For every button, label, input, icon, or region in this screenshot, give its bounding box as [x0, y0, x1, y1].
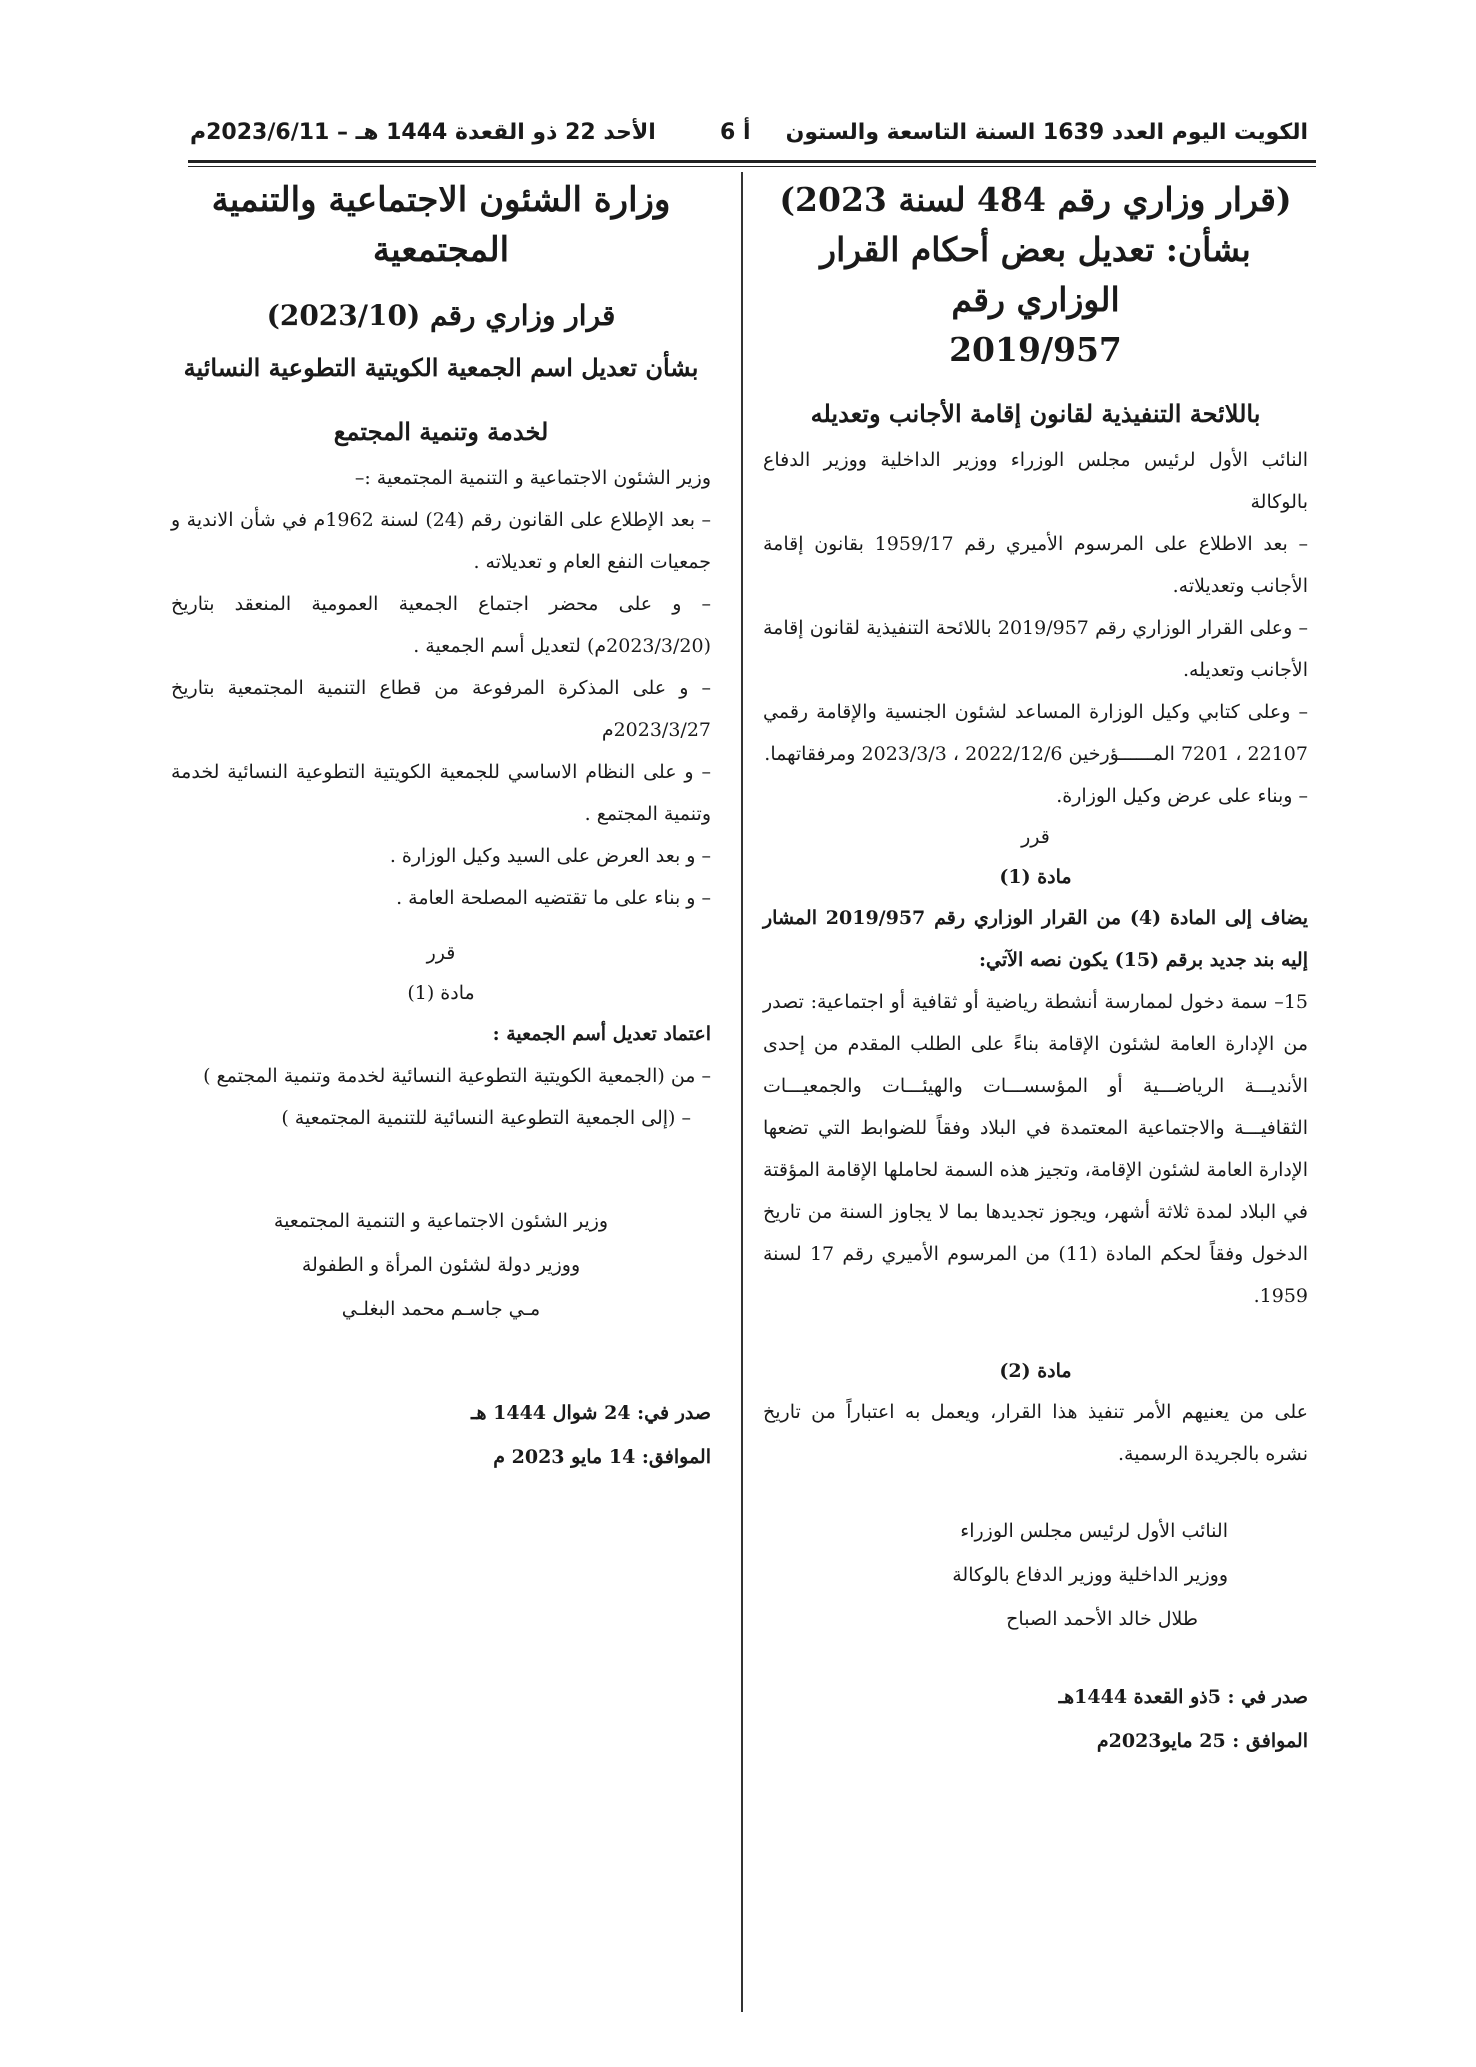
decree-subject-line2: لخدمة وتنمية المجتمع — [333, 417, 549, 446]
preamble-item: – وعلى كتابي وكيل الوزارة المساعد لشئون الجنسية والإقامة رقمي 22107 ، 7201 المــــــؤرخين 2022/12/6 ، 2023/3/3 ومرفقاتهما. — [763, 701, 1308, 765]
header-date: الأحد 22 ذو القعدة 1444 هـ – 2023/6/11م — [190, 120, 656, 145]
name-change-to: – (إلى الجمعية التطوعية النسائية للتنمية المجتمعية ) — [281, 1107, 691, 1129]
article-1-label: مادة (1) — [999, 866, 1072, 888]
item-15-text: 15– سمة دخول لممارسة أنشطة رياضية أو ثقافية أو اجتماعية: تصدر من الإدارة العامة لشئون الإقامة بناءً على الطلب المقدم من إحدى الأنديـــة الرياضـــية أو المؤسســـات والهيئـــات والجمعيـــات الثقافيـــة والاجتماعية المعتمدة في البلاد وفقاً للضوابط التي تضعها الإدارة العامة لشئون الإقامة، وتجيز هذه السمة لحاملها الإقامة المؤقتة في البلاد لمدة ثلاثة أشهر، ويجوز تجديدها بما لا يجاوز السنة من تاريخ الدخول وفقاً لحكم المادة (11) من المرسوم الأميري رقم 17 لسنة 1959. — [763, 991, 1308, 1307]
left-column-decree-10 — [171, 175, 711, 1479]
decree-subtitle: باللائحة التنفيذية لقانون إقامة الأجانب وتعديله — [810, 399, 1261, 428]
article-1-label: مادة (1) — [407, 982, 475, 1004]
issued-date: صدر في: 24 شوال 1444 هـ — [470, 1402, 711, 1424]
issued-date: صدر في : 5ذو القعدة 1444هـ — [1058, 1686, 1308, 1708]
preamble-item: – و على محضر اجتماع الجمعية العمومية المنعقد بتاريخ (2023/3/20م) لتعديل أسم الجمعية . — [171, 593, 711, 657]
signature-title: النائب الأول لرئيس مجلس الوزراء — [960, 1520, 1228, 1542]
ministry-title: وزارة الشئون الاجتماعية والتنمية المجتمعية — [211, 180, 671, 270]
article-1-text: يضاف إلى المادة (4) من القرار الوزاري رقم 2019/957 المشار إليه بند جديد برقم (15) يكون نصه الآتي: — [763, 907, 1308, 971]
decree-subject-line1: بشأن تعديل اسم الجمعية الكويتية التطوعية النسائية — [183, 353, 699, 382]
decided-heading: قرر — [426, 942, 456, 964]
preamble-item: – و بعد العرض على السيد وكيل الوزارة . — [389, 845, 711, 867]
preamble-item: – و بناء على ما تقتضيه المصلحة العامة . — [396, 887, 711, 909]
preamble-item: – و على النظام الاساسي للجمعية الكويتية التطوعية النسائية لخدمة وتنمية المجتمع . — [171, 761, 711, 825]
signature-title: ووزير دولة لشئون المرأة و الطفولة — [301, 1254, 581, 1276]
corresponding-date: الموافق: 14 مايو 2023 م — [493, 1446, 711, 1468]
header-rule — [188, 160, 1316, 163]
preamble-item: النائب الأول لرئيس مجلس الوزراء ووزير الداخلية ووزير الدفاع بالوكالة — [763, 449, 1308, 513]
article-2-label: مادة (2) — [999, 1360, 1072, 1382]
article-1-intro: اعتماد تعديل أسم الجمعية : — [492, 1023, 711, 1045]
header-rule-thin — [188, 166, 1316, 167]
decree-number: قرار وزاري رقم (2023/10) — [266, 299, 616, 332]
corresponding-date: الموافق : 25 مايو2023م — [1096, 1730, 1308, 1752]
preamble-item: وزير الشئون الاجتماعية و التنمية المجتمعية :– — [354, 467, 711, 489]
header-page-number: أ 6 — [720, 120, 751, 145]
header-issue-info: الكويت اليوم العدد 1639 السنة التاسعة والستون — [785, 120, 1308, 145]
preamble-item: – وعلى القرار الوزاري رقم 2019/957 باللائحة التنفيذية لقانون إقامة الأجانب وتعديله. — [763, 617, 1308, 681]
preamble-item: – بعد الإطلاع على القانون رقم (24) لسنة 1962م في شأن الاندية و جمعيات النفع العام و تعديلاته . — [171, 509, 711, 573]
preamble-item: – بعد الاطلاع على المرسوم الأميري رقم 1959/17 بقانون إقامة الأجانب وتعديلاته. — [763, 533, 1308, 597]
preamble-item: – و على المذكرة المرفوعة من قطاع التنمية المجتمعية بتاريخ 2023/3/27م — [171, 677, 711, 741]
right-column-decree-484 — [763, 175, 1308, 1763]
decree-title: (قرار وزاري رقم 484 لسنة 2023) — [779, 180, 1292, 219]
preamble-item: – وبناء على عرض وكيل الوزارة. — [1056, 785, 1308, 807]
signatory-name: مـي جاسـم محمد البغلـي — [341, 1298, 541, 1320]
signatory-name: طلال خالد الأحمد الصباح — [1006, 1608, 1198, 1630]
article-2-text: على من يعنيهم الأمر تنفيذ هذا القرار، ويعمل به اعتباراً من تاريخ نشره بالجريدة الرسمية. — [763, 1401, 1308, 1465]
signature-title: ووزير الداخلية ووزير الدفاع بالوكالة — [952, 1564, 1228, 1586]
decided-heading: قرر — [1021, 826, 1050, 848]
column-divider — [741, 172, 743, 2012]
name-change-from: – من (الجمعية الكويتية التطوعية النسائية لخدمة وتنمية المجتمع ) — [203, 1065, 711, 1087]
signature-title: وزير الشئون الاجتماعية و التنمية المجتمعية — [273, 1210, 609, 1232]
decree-subject-line1: بشأن: تعديل بعض أحكام القرار الوزاري رقم — [820, 230, 1251, 319]
decree-subject-line2: 2019/957 — [949, 330, 1122, 369]
